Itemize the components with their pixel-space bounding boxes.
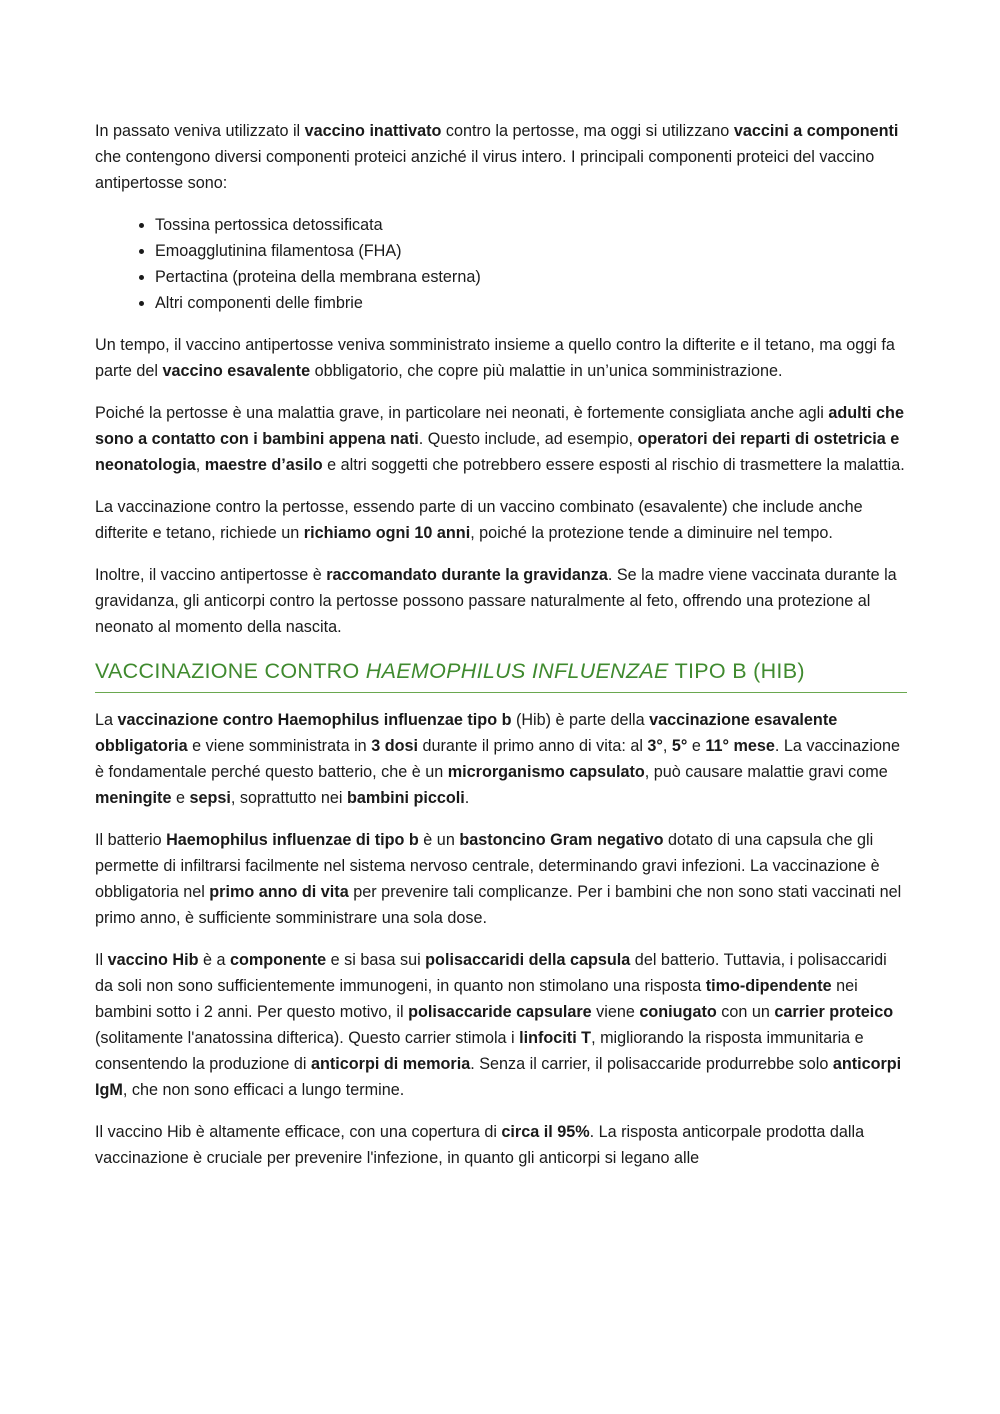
paragraph-hib-bacterium: Il batterio Haemophilus influenzae di tipo b è un bastoncino Gram negativo dotato di una capsula che gli permette di infiltrarsi facilmente nel sistema nervoso centrale, determinando gravi infezioni. La vaccinazione è obbligatoria nel primo anno di vita per prevenire tali complicanze. Per i bambini che non sono stati vaccinati nel primo anno, è sufficiente somministrare una sola dose. [95,831,902,927]
paragraph-hib-schedule: La vaccinazione contro Haemophilus influenzae tipo b (Hib) è parte della vaccinazione esavalente obbligatoria e viene somministrata in 3 dosi durante il primo anno di vita: al 3°, 5° e 11° mese. La vaccinazione è fondamentale perché questo batterio, che è un microrganismo capsulato, può causare malattie gravi come meningite e sepsi, soprattutto nei bambini piccoli. [95,711,900,807]
paragraph-pregnancy: Inoltre, il vaccino antipertosse è raccomandato durante la gravidanza. Se la madre viene vaccinata durante la gravidanza, gli anticorpi contro la pertosse possono passare naturalmente al feto, offrendo una protezione al neonato al momento della nascita. [95,566,897,636]
paragraph-vaccine-components: In passato veniva utilizzato il vaccino inattivato contro la pertosse, ma oggi si utilizzano vaccini a componenti che contengono diversi componenti proteici anziché il virus intero. I principali componenti proteici del vaccino antipertosse sono: [95,122,899,192]
list-item: • Emoagglutinina filamentosa (FHA) [155,238,907,264]
paragraph-hib-efficacy: Il vaccino Hib è altamente efficace, con una copertura di circa il 95%. La risposta anticorpale prodotta dalla vaccinazione è cruciale per prevenire l'infezione, in quanto gli anticorpi si legano alle [95,1123,865,1167]
list-item: • Altri componenti delle fimbrie [155,290,907,316]
paragraph-adults: Poiché la pertosse è una malattia grave, in particolare nei neonati, è fortemente consigliata anche agli adulti che sono a contatto con i bambini appena nati. Questo include, ad esempio, operatori dei reparti di ostetricia e neonatologia, maestre d’asilo e altri soggetti che potrebbero essere esposti al rischio di trasmettere la malattia. [95,404,905,474]
paragraph-hib-vaccine: Il vaccino Hib è a componente e si basa sui polisaccaridi della capsula del batterio. Tuttavia, i polisaccaridi da soli non sono sufficientemente immunogeni, in quanto non stimolano una risposta timo-dipendente nei bambini sotto i 2 anni. Per questo motivo, il polisaccaride capsulare viene coniugato con un carrier proteico (solitamente l'anatossina difterica). Questo carrier stimola i linfociti T, migliorando la risposta immunitaria e consentendo la produzione di anticorpi di memoria. Senza il carrier, il polisaccaride produrrebbe solo anticorpi IgM, che non sono efficaci a lungo termine. [95,951,902,1099]
paragraph-booster: La vaccinazione contro la pertosse, essendo parte di un vaccino combinato (esavalente) che include anche difterite e tetano, richiede un richiamo ogni 10 anni, poiché la protezione tende a diminuire nel tempo. [95,498,863,542]
section-heading-hib: VACCINAZIONE CONTRO HAEMOPHILUS INFLUENZAE TIPO B (HIB) [95,656,907,693]
list-item: • Tossina pertossica detossificata [155,212,907,238]
components-list [95,212,907,316]
document-page [95,118,907,1187]
list-item: • Pertactina (proteina della membrana esterna) [155,264,907,290]
paragraph-hexavalent: Un tempo, il vaccino antipertosse veniva somministrato insieme a quello contro la difterite e il tetano, ma oggi fa parte del vaccino esavalente obbligatorio, che copre più malattie in un’unica somministrazione. [95,336,895,380]
